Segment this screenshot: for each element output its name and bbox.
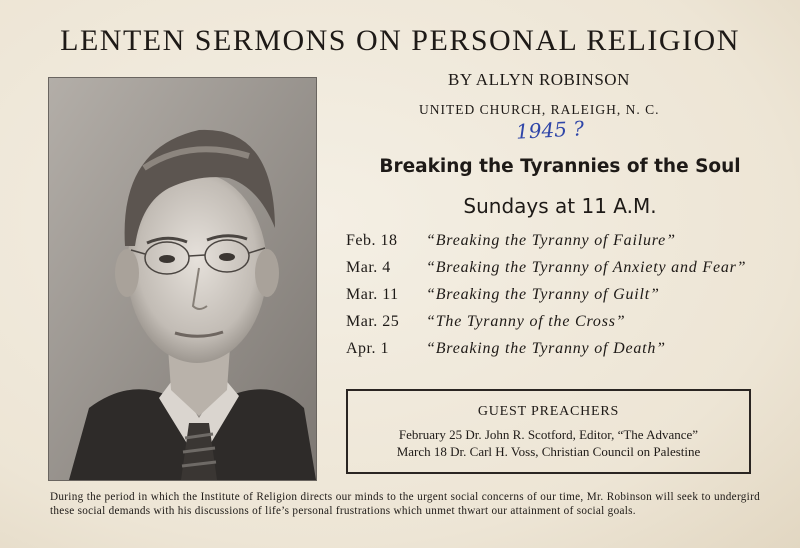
sermon-item [346, 258, 766, 277]
sermon-title: “Breaking the Tyranny of Anxiety and Fear” [426, 259, 747, 276]
guest-preacher-line: February 25 Dr. John R. Scotford, Editor, “The Advance” [398, 427, 699, 442]
portrait-photo [48, 77, 317, 481]
sermon-title: “The Tyranny of the Cross” [426, 313, 626, 330]
guest-preachers-heading: GUEST PREACHERS [477, 404, 620, 419]
sermon-date: Mar. 4 [346, 259, 391, 276]
guest-preachers-box [346, 389, 751, 474]
church-line: UNITED CHURCH, RALEIGH, N. C. [419, 102, 660, 117]
series-title: Breaking the Tyrannies of the Soul [379, 156, 741, 177]
sermon-date: Mar. 25 [346, 313, 400, 330]
sermon-item [346, 312, 766, 331]
schedule-line: Sundays at 11 A.M. [463, 194, 657, 218]
sermon-date: Mar. 11 [346, 286, 399, 303]
sermon-title: “Breaking the Tyranny of Failure” [426, 232, 676, 249]
card-title: LENTEN SERMONS ON PERSONAL RELIGION [60, 24, 740, 57]
sermon-date: Apr. 1 [346, 340, 389, 357]
author-line: BY ALLYN ROBINSON [448, 70, 630, 89]
sermon-item [346, 285, 766, 304]
sermon-item [346, 339, 766, 358]
handwritten-year: 1945 ? [515, 116, 585, 144]
sermon-title: “Breaking the Tyranny of Guilt” [426, 286, 660, 303]
footer-paragraph: During the period in which the Institute of Religion directs our minds to the urgent social concerns of our time, Mr. Robinson will seek to undergird these social demands with his discussions of life’s personal frustrations which unmet thwart our attainment of social goals. [50, 491, 760, 517]
sermon-title: “Breaking the Tyranny of Death” [426, 340, 666, 357]
sermon-list [346, 231, 766, 366]
sermon-item [346, 231, 766, 250]
guest-preacher-line: March 18 Dr. Carl H. Voss, Christian Council on Palestine [396, 444, 701, 459]
sermon-date: Feb. 18 [346, 232, 398, 249]
